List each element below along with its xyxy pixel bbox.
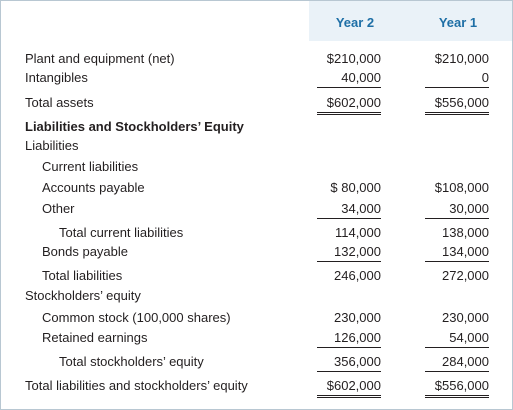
value-year-1: 54,000 — [425, 329, 489, 348]
table-row — [1, 267, 512, 287]
row-label: Total liabilities and stockholders’ equity — [25, 378, 248, 393]
table-row — [1, 224, 512, 244]
table-row — [1, 50, 512, 70]
row-label: Plant and equipment (net) — [25, 51, 175, 66]
value-year-2: 356,000 — [317, 353, 381, 372]
row-label: Bonds payable — [42, 244, 129, 259]
value-year-2: 114,000 — [334, 225, 381, 240]
subsection-row — [1, 158, 512, 178]
row-label: Total stockholders’ equity — [59, 354, 204, 369]
row-label: Intangibles — [25, 70, 88, 85]
header-year-1: Year 1 — [438, 15, 478, 30]
value-year-2: 246,000 — [334, 268, 381, 283]
row-label: Total current liabilities — [59, 225, 184, 240]
value-year-1: 284,000 — [425, 353, 489, 372]
row-label: Current liabilities — [42, 159, 139, 174]
value-year-1: $556,000 — [425, 94, 489, 115]
value-year-1: 30,000 — [425, 200, 489, 219]
section-heading: Liabilities and Stockholders’ Equity — [25, 119, 244, 134]
value-year-2: 132,000 — [317, 243, 381, 262]
value-year-1: 272,000 — [442, 268, 489, 283]
value-year-2: 40,000 — [317, 69, 381, 88]
value-year-2: $602,000 — [317, 94, 381, 115]
value-year-1: 230,000 — [442, 310, 489, 325]
value-year-1: 134,000 — [425, 243, 489, 262]
table-row — [1, 243, 512, 263]
row-label: Retained earnings — [42, 330, 148, 345]
table-row — [1, 377, 512, 397]
table-row — [1, 309, 512, 329]
value-year-2: $602,000 — [317, 377, 381, 398]
row-label: Common stock (100,000 shares) — [42, 310, 231, 325]
value-year-2: 34,000 — [317, 200, 381, 219]
value-year-1: 138,000 — [442, 225, 489, 240]
row-label: Liabilities — [25, 138, 79, 153]
value-year-1: $108,000 — [434, 180, 489, 195]
value-year-2: 230,000 — [334, 310, 381, 325]
subsection-row — [1, 287, 512, 307]
table-row — [1, 200, 512, 220]
value-year-1: 0 — [425, 69, 489, 88]
table-row — [1, 179, 512, 199]
value-year-2: 126,000 — [317, 329, 381, 348]
table-row — [1, 353, 512, 373]
table-row — [1, 94, 512, 114]
row-label: Total liabilities — [42, 268, 123, 283]
value-year-2: $210,000 — [326, 51, 381, 66]
row-label: Other — [42, 201, 75, 216]
value-year-1: $556,000 — [425, 377, 489, 398]
row-label: Stockholders’ equity — [25, 288, 141, 303]
table-row — [1, 69, 512, 89]
header-year-2: Year 2 — [335, 15, 375, 30]
row-label: Accounts payable — [42, 180, 145, 195]
value-year-1: $210,000 — [434, 51, 489, 66]
table-row — [1, 329, 512, 349]
value-year-2: $ 80,000 — [330, 180, 381, 195]
row-label: Total assets — [25, 95, 94, 110]
section-heading-row — [1, 118, 512, 138]
subsection-row — [1, 137, 512, 157]
